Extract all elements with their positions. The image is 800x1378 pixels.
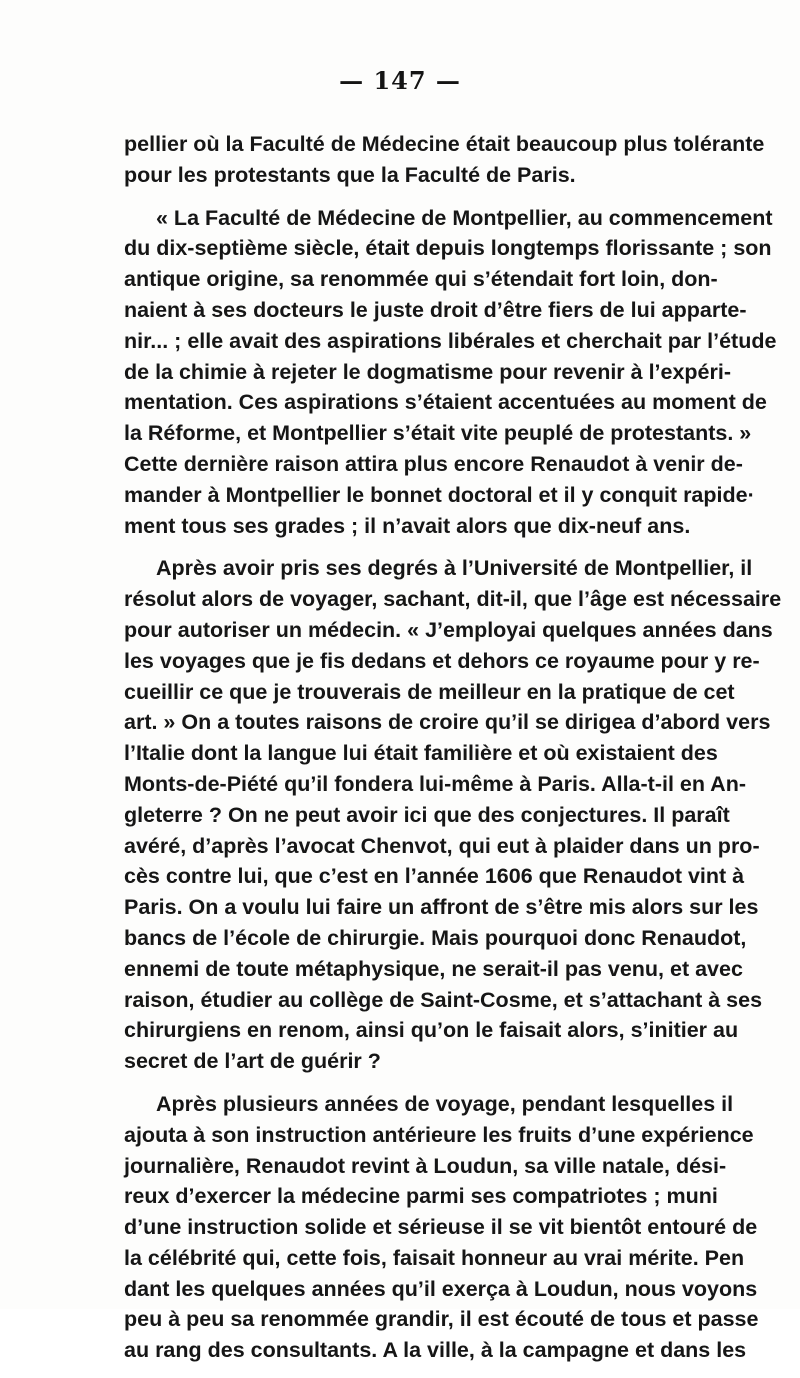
text-line: pour autoriser un médecin. « J’employai quelques années dans bbox=[124, 617, 773, 642]
text-line: bancs de l’école de chirurgie. Mais pourquoi donc Renaudot, bbox=[124, 925, 747, 950]
text-line: secret de l’art de guérir ? bbox=[124, 1049, 381, 1074]
body-text bbox=[124, 129, 782, 1378]
text-line: dant les quelques années qu’il exerça à Loudun, nous voyons bbox=[124, 1276, 758, 1301]
paragraph bbox=[124, 129, 765, 191]
text-line: Après avoir pris ses degrés à l’Université de Montpellier, il bbox=[156, 556, 753, 581]
text-line: Paris. On a voulu lui faire un affront de s’être mis alors sur les bbox=[124, 895, 759, 920]
text-line: ennemi de toute métaphysique, ne serait-il pas venu, et avec bbox=[124, 956, 743, 981]
text-line: cueillir ce que je trouverais de meilleur en la pratique de cet bbox=[124, 679, 735, 704]
text-line: Monts-de-Piété qu’il fondera lui-même à Paris. Alla-t-il en An- bbox=[124, 771, 746, 796]
text-line: du dix-septième siècle, était depuis longtemps florissante ; son bbox=[124, 236, 772, 261]
paragraph bbox=[124, 203, 777, 542]
text-line: avéré, d’après l’avocat Chenvot, qui eut à plaider dans un pro- bbox=[124, 833, 760, 858]
text-line: cès contre lui, que c’est en l’année 1606 que Renaudot vint à bbox=[124, 864, 745, 889]
text-line: d’une instruction solide et sérieuse il se vit bientôt entouré de bbox=[124, 1215, 758, 1240]
text-line: la célébrité qui, cette fois, faisait honneur au vrai mérite. Pen bbox=[124, 1245, 745, 1270]
text-line: reux d’exercer la médecine parmi ses compatriotes ; muni bbox=[124, 1184, 718, 1209]
text-line: mentation. Ces aspirations s’étaient accentuées au moment de bbox=[124, 390, 767, 415]
text-line: raison, étudier au collège de Saint-Cosme, et s’attachant à ses bbox=[124, 987, 763, 1012]
page-number: — 147 — bbox=[339, 66, 461, 95]
text-line: Après plusieurs années de voyage, pendant lesquelles il bbox=[156, 1091, 734, 1116]
text-line: pellier où la Faculté de Médecine était beaucoup plus tolérante bbox=[124, 132, 765, 156]
text-line: Cette dernière raison attira plus encore Renaudot à venir de- bbox=[124, 451, 743, 476]
text-line: art. » On a toutes raisons de croire qu’il se dirigea d’abord vers bbox=[124, 710, 771, 735]
text-line: chirurgiens en renom, ainsi qu’on le faisait alors, s’initier au bbox=[124, 1018, 739, 1043]
text-line: de la chimie à rejeter le dogmatisme pour revenir à l’expéri- bbox=[124, 359, 732, 384]
text-line: ajouta à son instruction antérieure les fruits d’une expérience bbox=[124, 1122, 754, 1147]
paragraph bbox=[124, 1089, 759, 1366]
text-line: au rang des consultants. A la ville, à la campagne et dans les bbox=[124, 1338, 747, 1363]
text-line: nir... ; elle avait des aspirations libérales et cherchait par l’étude bbox=[124, 328, 777, 353]
text-line: gleterre ? On ne peut avoir ici que des conjectures. Il paraît bbox=[124, 802, 730, 827]
text-line: pour les protestants que la Faculté de Paris. bbox=[124, 162, 576, 187]
text-line: l’Italie dont la langue lui était familière et où existaient des bbox=[124, 741, 718, 766]
text-line: naient à ses docteurs le juste droit d’être fiers de lui apparte- bbox=[124, 297, 747, 322]
paragraph bbox=[124, 553, 782, 1077]
text-line: la Réforme, et Montpellier s’était vite peuplé de protestants. » bbox=[124, 421, 752, 446]
text-line: antique origine, sa renommée qui s’étendait fort loin, don- bbox=[124, 267, 718, 292]
text-line: « La Faculté de Médecine de Montpellier, au commencement bbox=[156, 205, 773, 230]
text-line: mander à Montpellier le bonnet doctoral et il y conquit rapide· bbox=[124, 482, 755, 507]
text-line: peu à peu sa renommée grandir, il est écouté de tous et passe bbox=[124, 1307, 759, 1332]
text-line: ment tous ses grades ; il n’avait alors que dix-neuf ans. bbox=[124, 513, 691, 538]
text-line: journalière, Renaudot revint à Loudun, sa ville natale, dési- bbox=[124, 1153, 727, 1178]
text-line: résolut alors de voyager, sachant, dit-il, que l’âge est nécessaire bbox=[124, 587, 782, 612]
text-line: les voyages que je fis dedans et dehors ce royaume pour y re- bbox=[124, 648, 760, 673]
